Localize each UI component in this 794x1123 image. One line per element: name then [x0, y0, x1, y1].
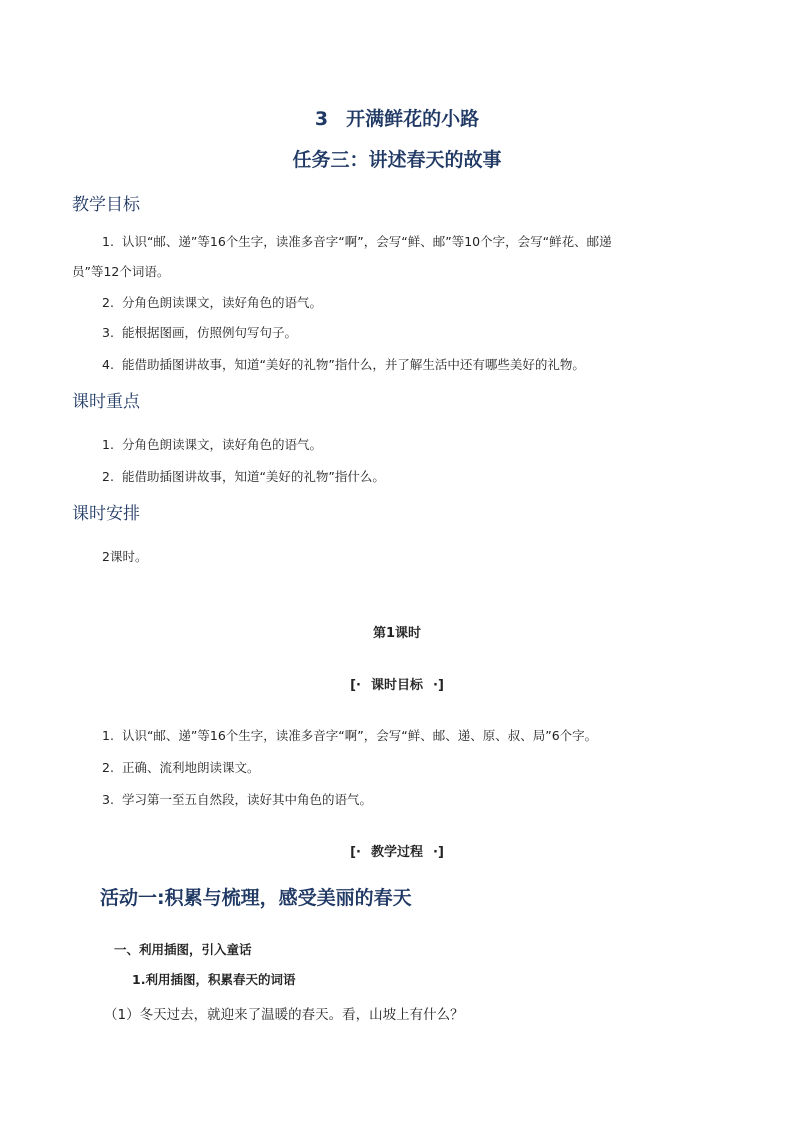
objective-item-2: 2. 分角色朗读课文，读好角色的语气。 — [102, 295, 322, 310]
activity-paragraph: （1）冬天过去，就迎来了温暖的春天。看，山坡上有什么？ — [104, 1007, 464, 1023]
task-title: 任务三：讲述春天的故事 — [292, 149, 502, 171]
objective-item-4: 4. 能借助插图讲故事，知道“美好的礼物”指什么，并了解生活中还有哪些美好的礼物。 — [102, 357, 585, 372]
activity-title: 活动一:积累与梳理，感受美丽的春天 — [100, 887, 412, 909]
objective-item-1-continued: 员”等12个词语。 — [72, 264, 170, 279]
period-goal-label: [· 课时目标 ·] — [350, 678, 444, 693]
period-title: 第1课时 — [372, 626, 422, 641]
section-heading: 一、利用插图，引入童话 — [114, 942, 252, 957]
period-goal-item-1: 1. 认识“邮、递”等16个生字，读准多音字“啊”，会写“鲜、邮、递、原、叔、局”6个字。 — [102, 728, 598, 743]
period-goal-item-2: 2. 正确、流利地朗读课文。 — [102, 760, 260, 775]
period-goal-item-3: 3. 学习第一至五自然段，读好其中角色的语气。 — [102, 792, 372, 807]
lesson-number: 3 — [314, 108, 329, 130]
lesson-title-text: 开满鲜花的小路 — [346, 108, 480, 130]
process-label: [· 教学过程 ·] — [350, 845, 444, 860]
lesson-title — [0, 104, 794, 131]
schedule-heading: 课时安排 — [72, 504, 140, 524]
key-point-item-2: 2. 能借助插图讲故事，知道“美好的礼物”指什么。 — [102, 469, 385, 484]
subsection-heading: 1.利用插图，积累春天的词语 — [132, 972, 296, 987]
key-point-item-1: 1. 分角色朗读课文，读好角色的语气。 — [102, 437, 322, 452]
key-points-heading: 课时重点 — [72, 392, 140, 412]
objective-item-3: 3. 能根据图画，仿照例句写句子。 — [102, 325, 297, 340]
objectives-heading: 教学目标 — [72, 195, 140, 215]
schedule-text: 2课时。 — [102, 549, 148, 564]
objective-item-1: 1. 认识“邮、递”等16个生字，读准多音字“啊”，会写“鲜、邮”等10个字，会写“鲜花、邮递 — [102, 234, 612, 249]
